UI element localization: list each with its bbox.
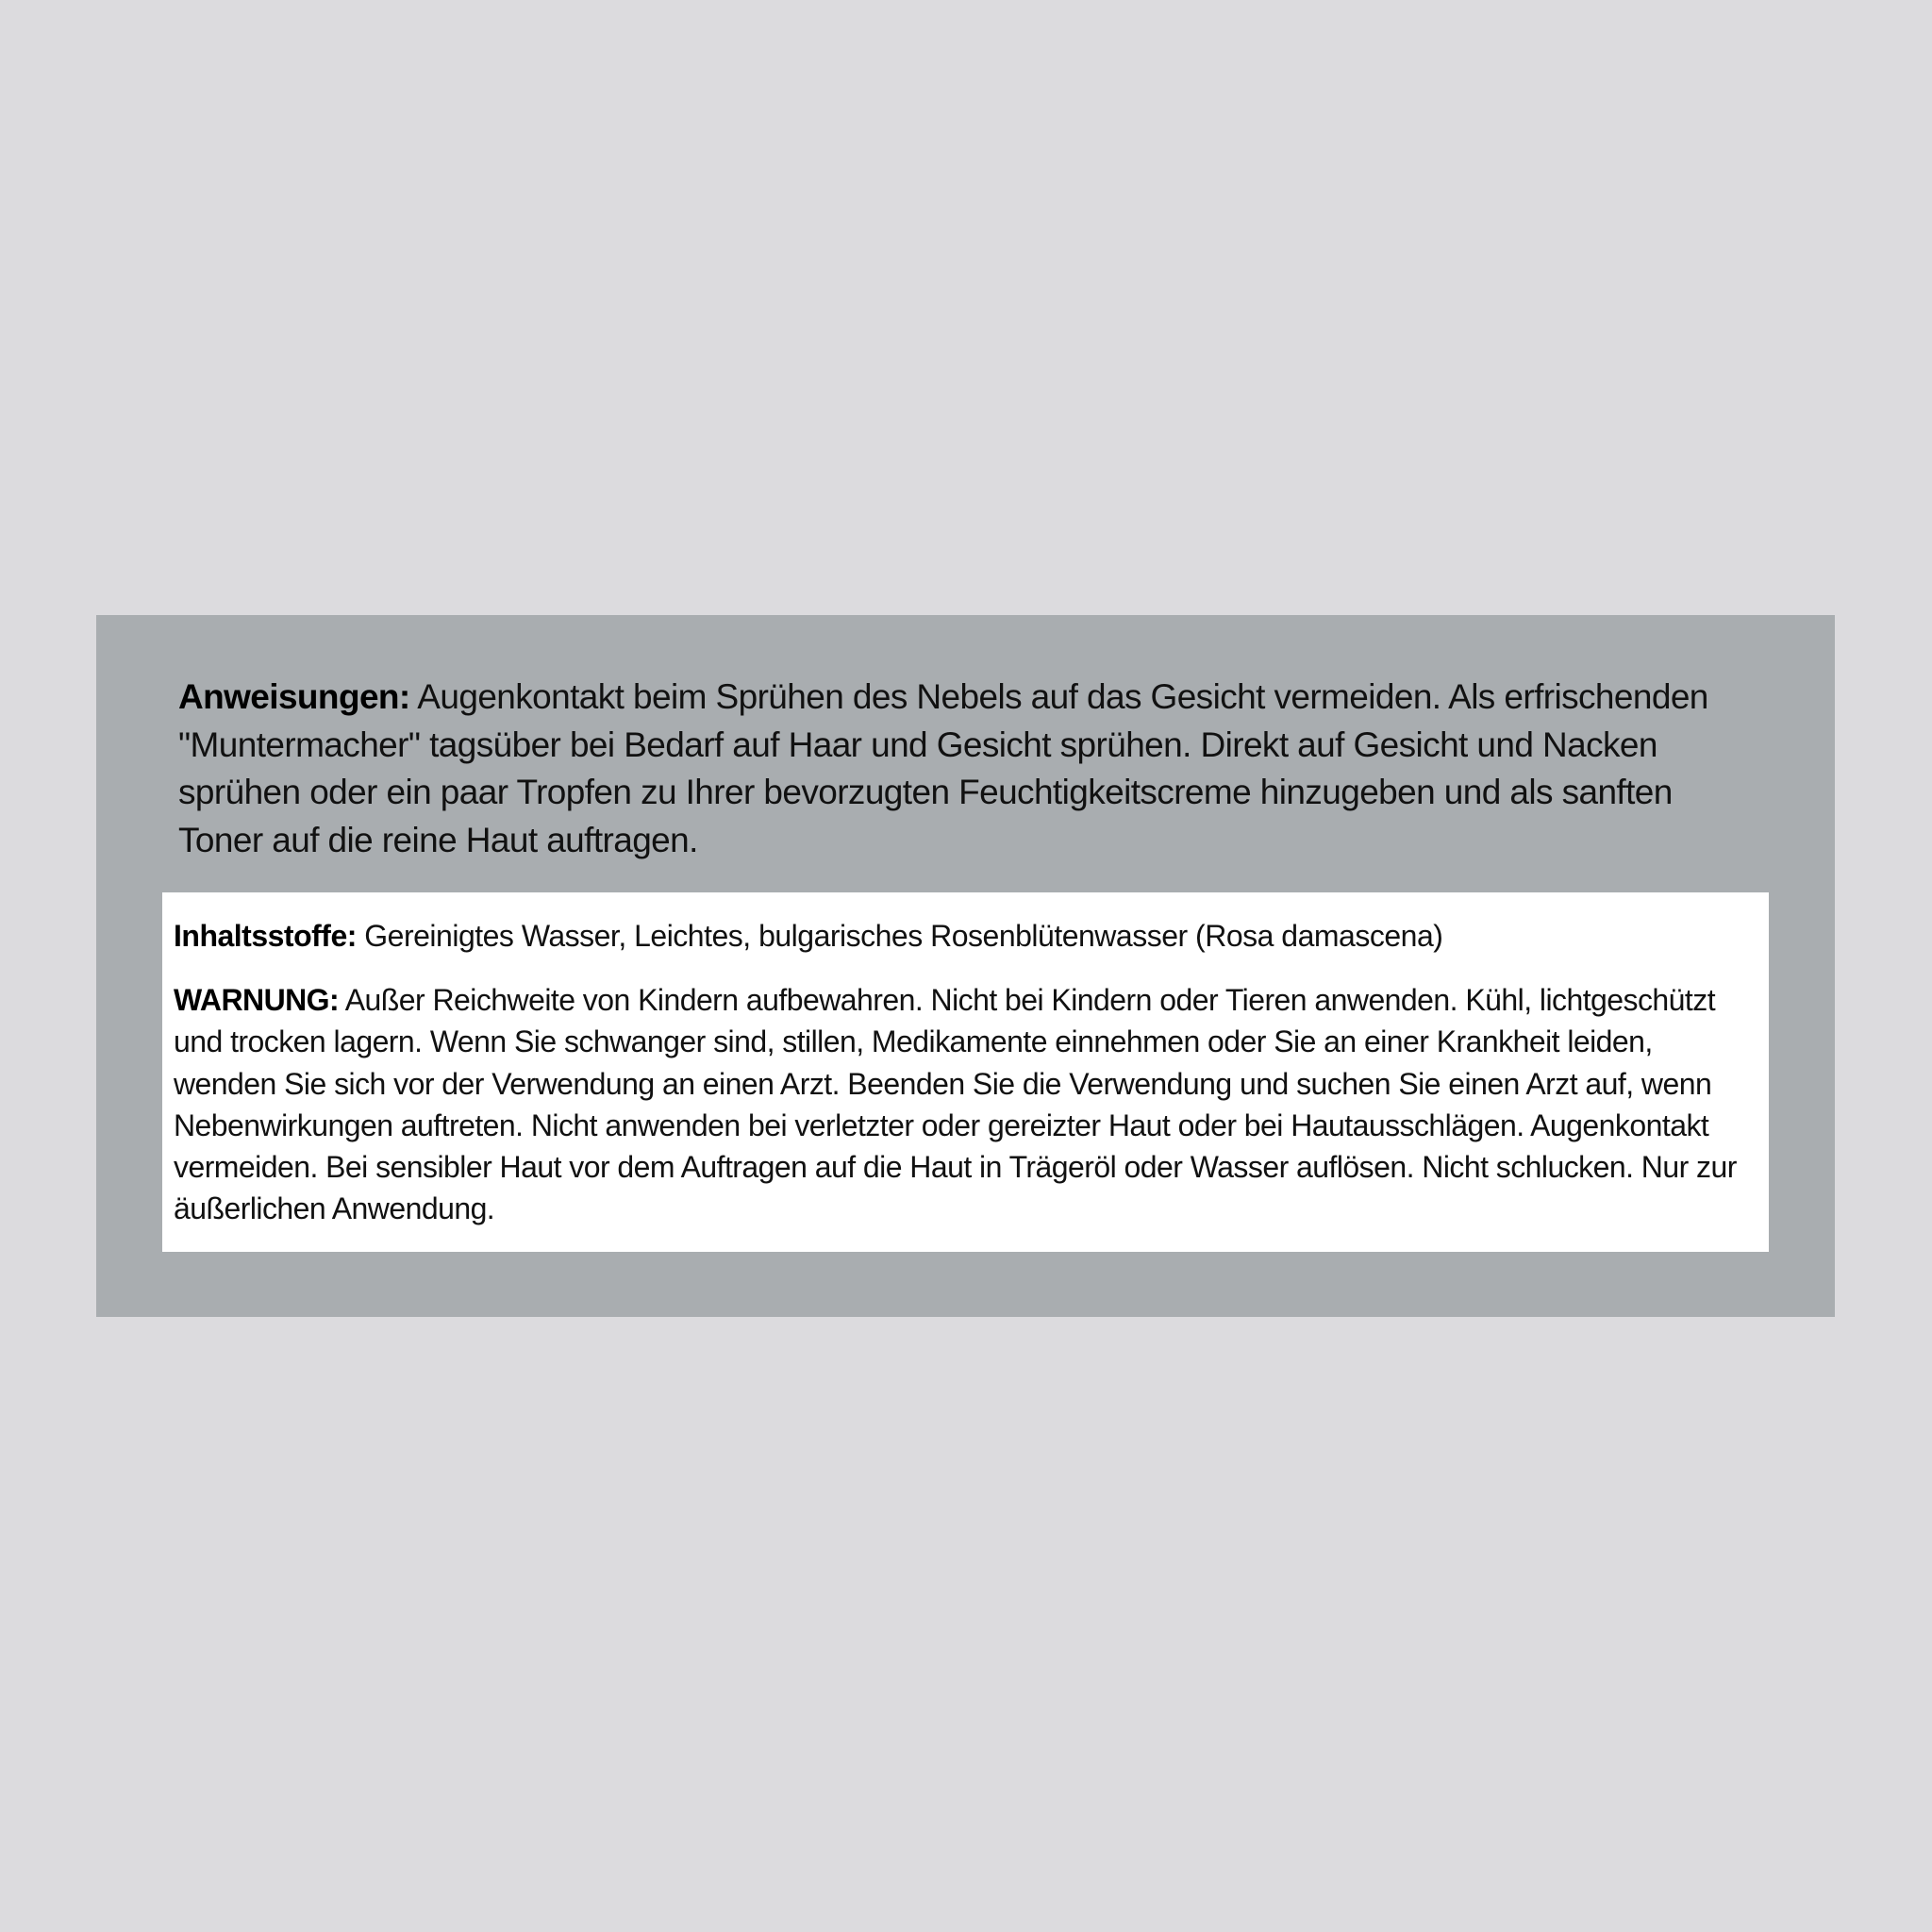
ingredients-heading: Inhaltsstoffe: [174,919,357,953]
ingredients-paragraph [174,915,1757,957]
warning-text: Außer Reichweite von Kindern aufbewahren. Nicht bei Kindern oder Tieren anwenden. Kühl, lichtgeschützt und trocken lagern. Wenn Sie schwanger sind, stillen, Medikamente einnehmen oder Sie an einer Krankheit leiden, wenden Sie sich vor der Verwendung an einen Arzt. Beenden Sie die Verwendung und suchen Sie einen Arzt auf, wenn Nebenwirkungen auftreten. Nicht anwenden bei verletzter oder gereizter Haut oder bei Hautausschlägen. Augenkontakt vermeiden. Bei sensibler Haut vor dem Auftragen auf die Haut in Trägeröl oder Wasser auflösen. Nicht schlucken. Nur zur äußerlichen Anwendung. [174,983,1737,1226]
label-panel [96,615,1835,1317]
directions-heading: Anweisungen: [178,677,410,716]
directions-paragraph [178,674,1763,864]
directions-text: Augenkontakt beim Sprühen des Nebels auf das Gesicht vermeiden. Als erfrischenden "Muntermacher" tagsüber bei Bedarf auf Haar und Gesicht sprühen. Direkt auf Gesicht und Nacken sprühen oder ein paar Tropfen zu Ihrer bevorzugten Feuchtigkeitscreme hinzugeben und als sanften Toner auf die reine Haut auftragen. [178,677,1708,859]
warning-heading: WARNUNG: [174,983,340,1017]
warning-paragraph [174,979,1757,1230]
info-box [162,892,1769,1252]
ingredients-text: Gereinigtes Wasser, Leichtes, bulgarisches Rosenblütenwasser (Rosa damascena) [364,919,1443,953]
